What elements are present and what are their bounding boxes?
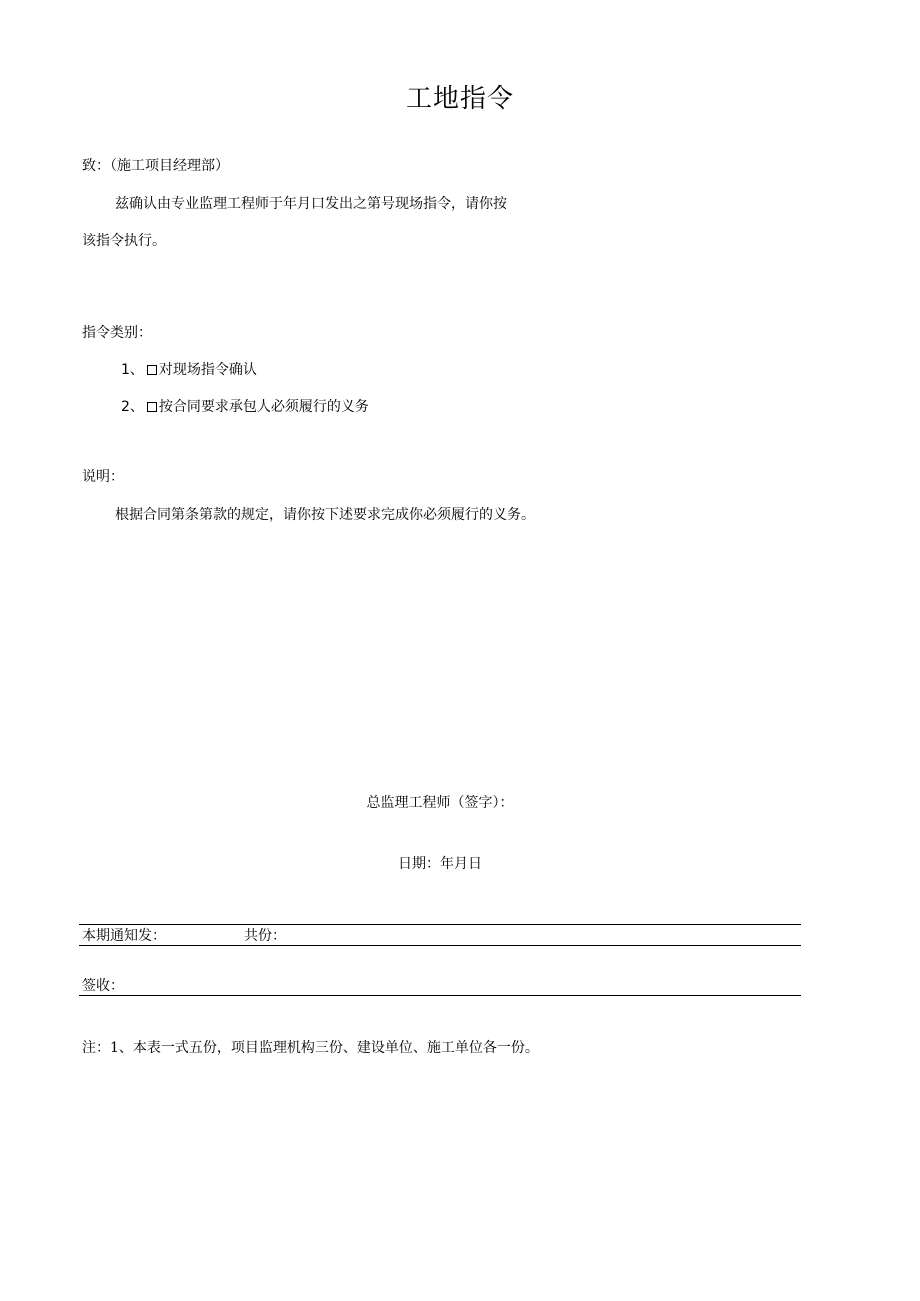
checkbox-icon: [147, 402, 157, 412]
category-option-number: 2、: [121, 399, 144, 415]
explanation-label: 说明：: [82, 469, 124, 485]
confirmation-text-line-1: 兹确认由专业监理工程师于年月口发出之第号现场指令，请你按: [115, 196, 507, 212]
copies-label: 共份：: [244, 928, 286, 944]
notify-row: [82, 927, 801, 945]
category-option-number: 1、: [121, 362, 144, 378]
receipt-label: 签收：: [82, 978, 124, 994]
category-option-1: [121, 361, 257, 379]
document-title: 工地指令: [405, 84, 514, 114]
divider-middle: [79, 945, 801, 946]
confirmation-text-line-2: 该指令执行。: [82, 233, 166, 249]
category-option-label: 对现场指令确认: [158, 362, 257, 378]
notify-label: 本期通知发：: [82, 928, 166, 944]
recipient-line: 致：（施工项目经理部）: [82, 158, 229, 174]
category-label: 指令类别：: [82, 325, 152, 341]
divider-bottom: [79, 995, 801, 996]
date-label: 日期：年月日: [398, 856, 482, 872]
footnote: 注：1、本表一式五份，项目监理机构三份、建设单位、施工单位各一份。: [82, 1040, 539, 1056]
explanation-text: 根据合同第条第款的规定，请你按下述要求完成你必须履行的义务。: [115, 507, 535, 523]
category-option-2: [121, 398, 369, 416]
category-option-label: 按合同要求承包人必须履行的义务: [158, 399, 369, 415]
divider-top: [79, 924, 801, 925]
checkbox-icon: [147, 365, 157, 375]
supervisor-signature-label: 总监理工程师（签字）：: [366, 795, 514, 811]
